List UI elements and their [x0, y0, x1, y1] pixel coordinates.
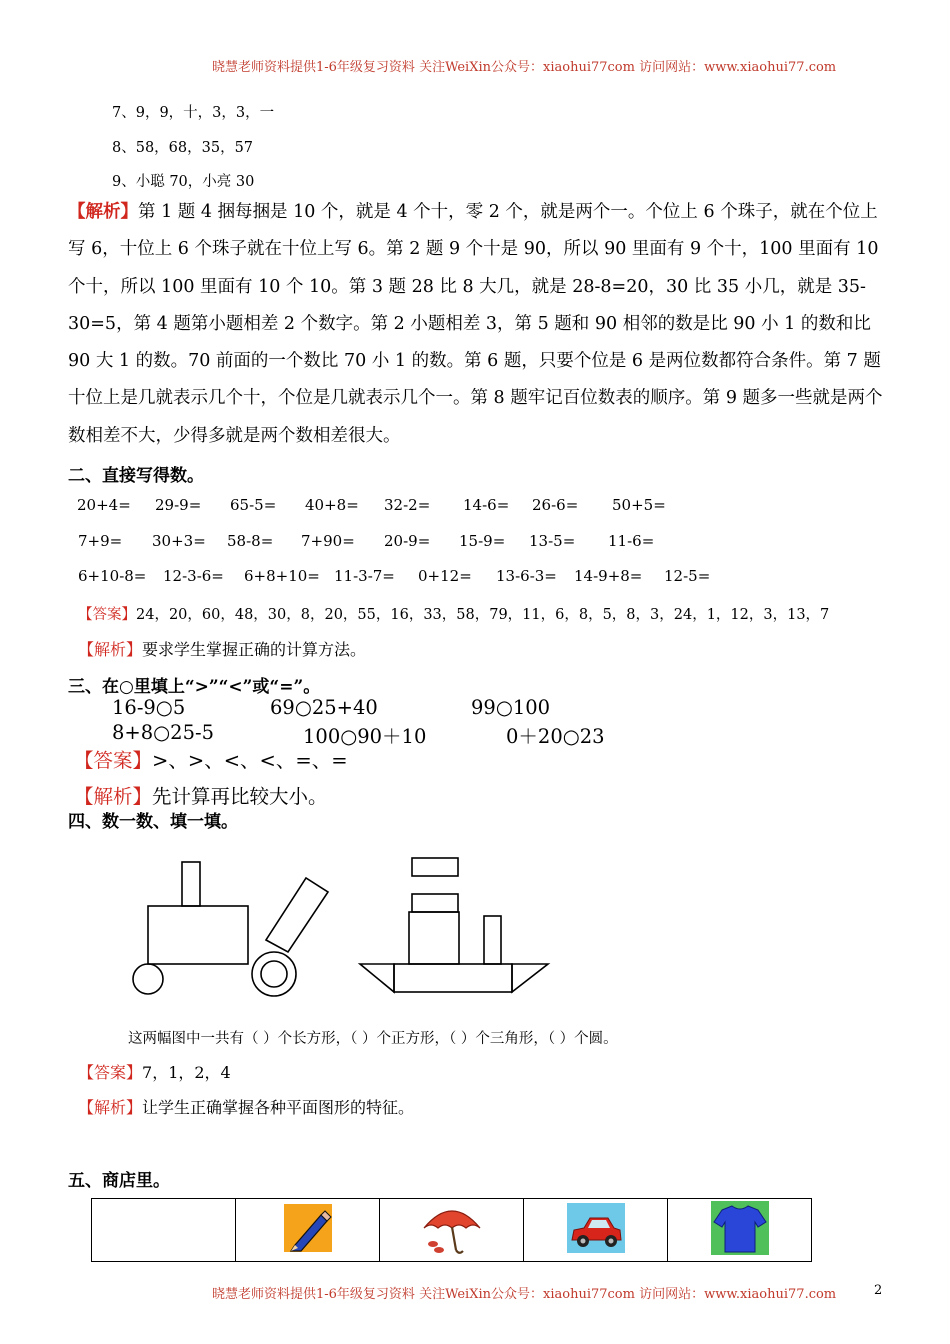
calc-item: 20+4= [77, 496, 131, 514]
shop-cell-blank [92, 1199, 236, 1262]
calc-item: 11-6= [608, 532, 655, 550]
compare-item: 99○100 [471, 696, 551, 719]
calc-item: 29-9= [155, 496, 202, 514]
umbrella-icon [419, 1200, 485, 1256]
answer-tag: 【答案】 [74, 749, 153, 772]
tractor-body-rectangle [148, 906, 248, 964]
answer-line-7: 7、9，9，十，3，3，一 [112, 105, 275, 121]
tractor-big-wheel-inner-circle [261, 961, 287, 987]
calc-item: 6+10-8= [78, 567, 147, 585]
calc-item: 30+3= [152, 532, 206, 550]
shop-cell-pencil [236, 1199, 380, 1262]
calc-item: 0+12= [418, 567, 472, 585]
calc-item: 14-9+8= [574, 567, 643, 585]
car-icon [566, 1202, 626, 1254]
ship-cabin-square [409, 912, 459, 964]
section-3-analysis [74, 781, 328, 809]
answer-tag: 【答案】 [78, 607, 136, 623]
calc-item: 40+8= [305, 496, 359, 514]
calc-item: 20-9= [384, 532, 431, 550]
section-4-answer [78, 1060, 231, 1083]
tractor-drawing [133, 862, 328, 996]
ship-middle-rectangle [412, 894, 458, 912]
calc-item: 12-3-6= [163, 567, 224, 585]
answer-line-8: 8、58，68，35，57 [112, 140, 254, 156]
shop-row [92, 1199, 812, 1262]
analysis-tag: 【解析】 [74, 785, 153, 808]
shop-cell-car [524, 1199, 668, 1262]
compare-item: 0＋20○23 [506, 725, 605, 748]
answer-text: >、>、<、<、=、= [152, 749, 348, 772]
ship-right-triangle [512, 964, 548, 992]
page-footer: 晓慧老师资料提供1-6年级复习资料 关注WeiXin公众号：xiaohui77com 访问网站：www.xiaohui77.com [212, 1287, 837, 1302]
calc-item: 7+9= [78, 532, 123, 550]
compare-item: 69○25+40 [270, 696, 378, 719]
ship-drawing [360, 858, 548, 992]
shop-cell-umbrella [380, 1199, 524, 1262]
answer-line-9: 9、小聪 70，小亮 30 [112, 174, 255, 190]
calc-item: 6+8+10= [244, 567, 320, 585]
section-2-title: 二、直接写得数。 [68, 466, 204, 486]
section-2-answer [78, 603, 829, 624]
page-number: 2 [874, 1283, 883, 1298]
section-2-analysis [78, 637, 366, 660]
shapes-figure [120, 850, 560, 1000]
section-4-question: 这两幅图中一共有（ ）个长方形，（ ）个正方形，（ ）个三角形，（ ）个圆。 [128, 1031, 618, 1047]
section-3-title: 三、在○里填上“>”“<”或“=”。 [68, 677, 321, 697]
compare-item: 16-9○5 [112, 696, 186, 719]
analysis-text: 先计算再比较大小。 [152, 785, 328, 808]
section-3-answer [74, 745, 348, 773]
calc-item: 12-5= [664, 567, 711, 585]
tshirt-icon [710, 1200, 770, 1256]
analysis-text: 让学生正确掌握各种平面图形的特征。 [142, 1098, 415, 1117]
answer-text: 24，20，60，48，30，8，20，55，16，33，58，79，11，6，8，5，8，3，24，1，12，3，13，7 [136, 607, 830, 623]
ship-mast-rectangle [484, 916, 501, 964]
analysis-text: 要求学生掌握正确的计算方法。 [142, 640, 367, 659]
compare-item: 8+8○25-5 [112, 721, 214, 744]
calc-item: 7+90= [301, 532, 355, 550]
answer-tag: 【答案】 [78, 1063, 143, 1082]
ship-hull-rectangle [394, 964, 512, 992]
tractor-small-wheel-circle [133, 964, 163, 994]
calc-item: 58-8= [227, 532, 274, 550]
calc-item: 11-3-7= [334, 567, 395, 585]
analysis-tag: 【解析】 [78, 640, 143, 659]
calc-item: 13-5= [529, 532, 576, 550]
calc-item: 14-6= [463, 496, 510, 514]
calc-item: 13-6-3= [496, 567, 557, 585]
page-header: 晓慧老师资料提供1-6年级复习资料 关注WeiXin公众号：xiaohui77com 访问网站：www.xiaohui77.com [212, 60, 837, 75]
tractor-big-wheel-outer-circle [252, 952, 296, 996]
calc-item: 32-2= [384, 496, 431, 514]
analysis-tag: 【解析】 [68, 202, 138, 222]
ship-top-rectangle [412, 858, 458, 876]
section-4-analysis [78, 1095, 414, 1118]
analysis-tag: 【解析】 [78, 1098, 143, 1117]
compare-item: 100○90＋10 [303, 725, 427, 748]
analysis-text: 第 1 题 4 捆每捆是 10 个，就是 4 个十，零 2 个，就是两个一。个位上 6 个珠子，就在个位上写 6，十位上 6 个珠子就在十位上写 6。第 2 题 9 个十是 90，所以 90 里面有 9 个十，100 里面有 10 个十，所以 100 里面有 10 个 10。第 3 题 28 比 8 大几，就是 28-8=20，30 比 35 小几，就是 35-30=5，第 4 题第小题相差 2 个数字。第 2 小题相差 3，第 5 题和 90 相邻的数是比 90 小 1 的数和比 90 大 1 的数。70 前面的一个数比 70 小 1 的数。第 6 题，只要个位是 6 是两位数都符合条件。第 7 题十位上是几就表示几个十，个位是几就表示几个一。第 8 题牢记百位数表的顺序。第 9 题多一些就是两个数相差不大，少得多就是两个数相差很大。 [68, 202, 883, 446]
pencil-icon [281, 1201, 335, 1255]
tractor-arm-rectangle [266, 878, 328, 952]
calc-item: 15-9= [459, 532, 506, 550]
answer-text: 7，1，2，4 [142, 1063, 231, 1082]
calc-item: 50+5= [612, 496, 666, 514]
ship-left-triangle [360, 964, 394, 992]
shop-table [91, 1198, 812, 1262]
analysis-paragraph-1 [68, 194, 884, 455]
section-5-title: 五、商店里。 [68, 1171, 170, 1191]
shop-cell-tshirt [668, 1199, 812, 1262]
calc-item: 26-6= [532, 496, 579, 514]
tractor-chimney-rectangle [182, 862, 200, 906]
section-4-title: 四、数一数、填一填。 [68, 812, 238, 832]
calc-item: 65-5= [230, 496, 277, 514]
